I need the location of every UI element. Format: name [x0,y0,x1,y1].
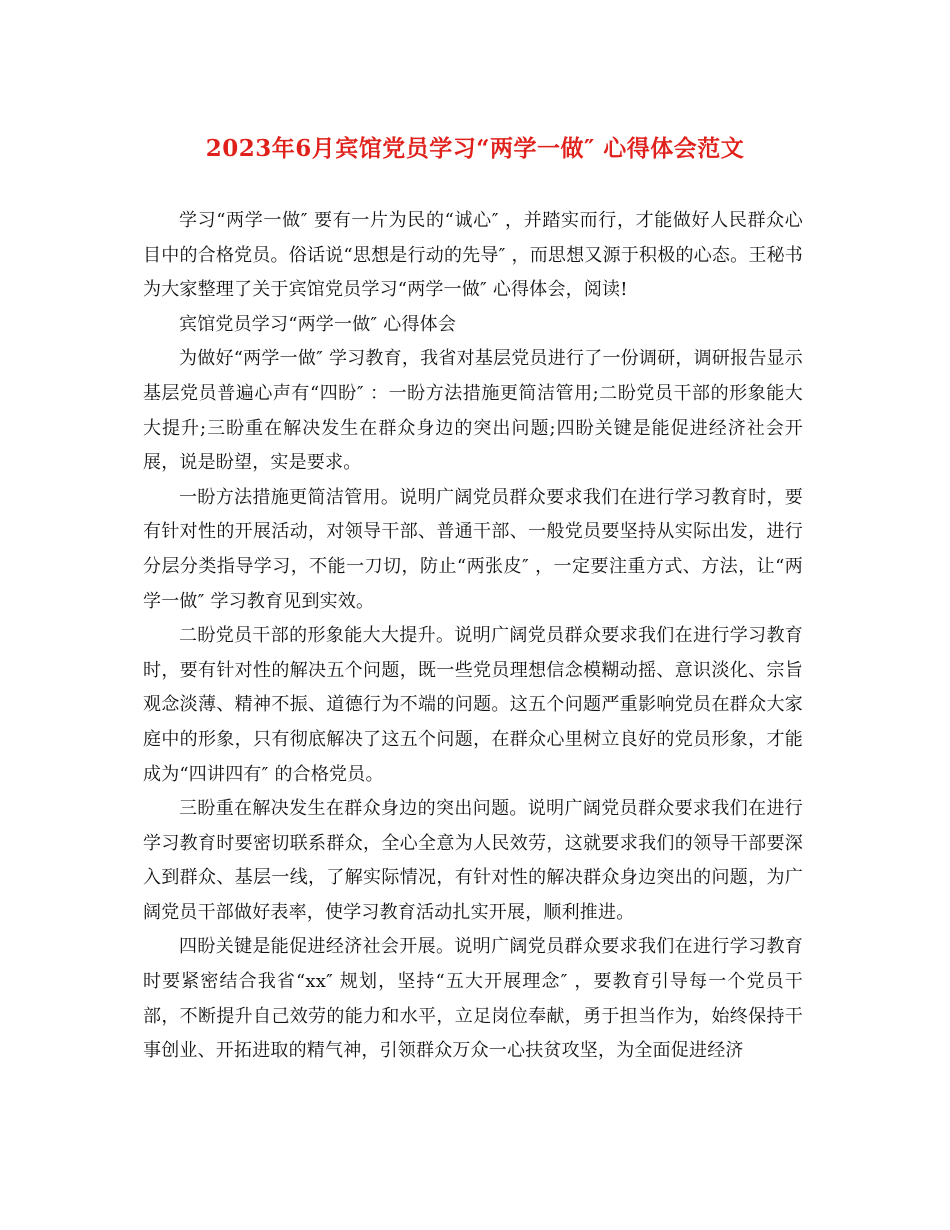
paragraph-second-hope: 二盼党员干部的形象能大大提升。说明广阔党员群众要求我们在进行学习教育时，要有针对性的解决五个问题，既一些党员理想信念模糊动摇、意识淡化、宗旨观念淡薄、精神不振、道德行为不端的问题。这五个问题严重影响党员在群众大家庭中的形象，只有彻底解决了这五个问题，在群众心里树立良好的党员形象，才能成为“四讲四有″ 的合格党员。 [143,625,803,785]
paragraph-survey: 为做好“两学一做″ 学习教育，我省对基层党员进行了一份调研，调研报告显示基层党员普遍心声有“四盼″ ：一盼方法措施更简洁管用;二盼党员干部的形象能大大提升;三盼重在解决发生在群众身边的突出问题;四盼关键是能促进经济社会开展，说是盼望，实是要求。 [143,348,803,474]
paragraph-fourth-hope: 四盼关键是能促进经济社会开展。说明广阔党员群众要求我们在进行学习教育时要紧密结合我省“xx″ 规划，坚持“五大开展理念″ ，要教育引导每一个党员干部，不断提升自己效劳的能力和水平，立足岗位奉献，勇于担当作为，始终保持干事创业、开拓进取的精气神，引领群众万众一心扶贫攻坚，为全面促进经济 [143,936,803,1062]
paragraph-first-hope: 一盼方法措施更简洁管用。说明广阔党员群众要求我们在进行学习教育时，要有针对性的开展活动，对领导干部、普通干部、一般党员要坚持从实际出发，进行分层分类指导学习，不能一刀切，防止“两张皮″ ，一定要注重方式、方法，让“两学一做″ 学习教育见到实效。 [143,486,803,612]
paragraph-intro: 学习“两学一做″ 要有一片为民的“诚心″ ，并踏实而行，才能做好人民群众心目中的合格党员。俗话说“思想是行动的先导″ ，而思想又源于积极的心态。王秘书为大家整理了关于宾馆党员学习“两学一做″ 心得体会，阅读! [143,210,803,301]
paragraph-subtitle: 宾馆党员学习“两学一做″ 心得体会 [179,313,457,335]
paragraph-third-hope: 三盼重在解决发生在群众身边的突出问题。说明广阔党员群众要求我们在进行学习教育时要密切联系群众，全心全意为人民效劳，这就要求我们的领导干部要深入到群众、基层一线，了解实际情况，有针对性的解决群众身边突出的问题，为广阔党员干部做好表率，使学习教育活动扎实开展，顺利推进。 [143,798,803,923]
document-body [143,204,803,1069]
document-title: 2023年6月宾馆党员学习“两学一做″ 心得体会范文 [205,135,745,162]
